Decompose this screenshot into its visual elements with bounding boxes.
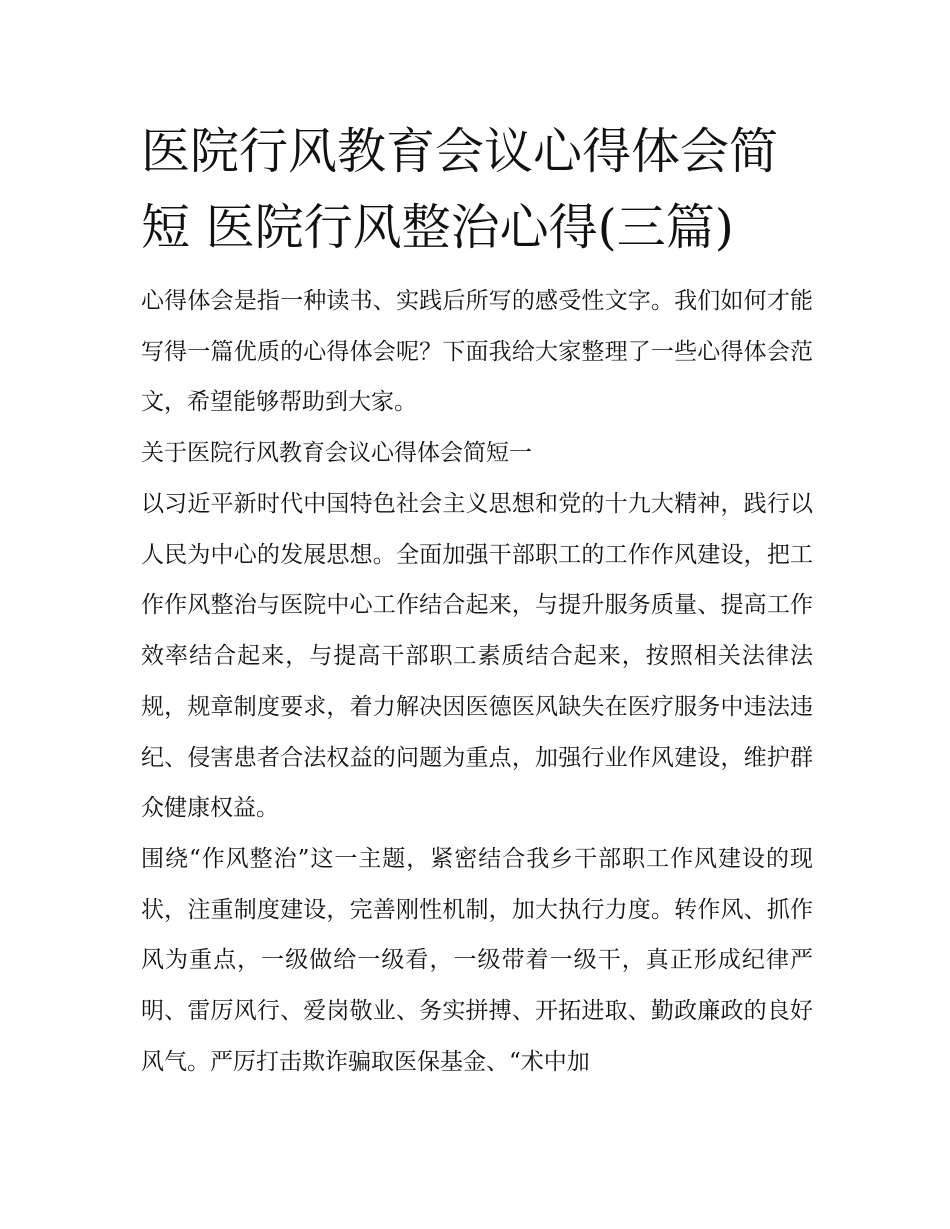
body-paragraph-1: 以习近平新时代中国特色社会主义思想和党的十九大精神，践行以人民为中心的发展思想。全面加强干部职工的工作作风建设，把工作作风整治与医院中心工作结合起来，与提升服务质量、提高工作效率结合起来，与提高干部职工素质结合起来，按照相关法律法规，规章制度要求，着力解决因医德医风缺失在医疗服务中违法违纪、侵害患者合法权益的问题为重点，加强行业作风建设，维护群众健康权益。 bbox=[141, 491, 813, 822]
intro-paragraph: 心得体会是指一种读书、实践后所写的感受性文字。我们如何才能写得一篇优质的心得体会呢？下面我给大家整理了一些心得体会范文，希望能够帮助到大家。 bbox=[141, 288, 813, 416]
document-title: 医院行风教育会议心得体会简短 医院行风整治心得(三篇) bbox=[141, 123, 779, 256]
section-heading: 关于医院行风教育会议心得体会简短一 bbox=[141, 440, 532, 466]
body-paragraph-2: 围绕“作风整治”这一主题，紧密结合我乡干部职工作风建设的现状，注重制度建设，完善刚性机制，加大执行力度。转作风、抓作风为重点，一级做给一级看，一级带着一级干，真正形成纪律严明、雷厉风行、爱岗敬业、务实拼搏、开拓进取、勤政廉政的良好风气。严厉打击欺诈骗取医保基金、“术中加 bbox=[141, 846, 813, 1075]
